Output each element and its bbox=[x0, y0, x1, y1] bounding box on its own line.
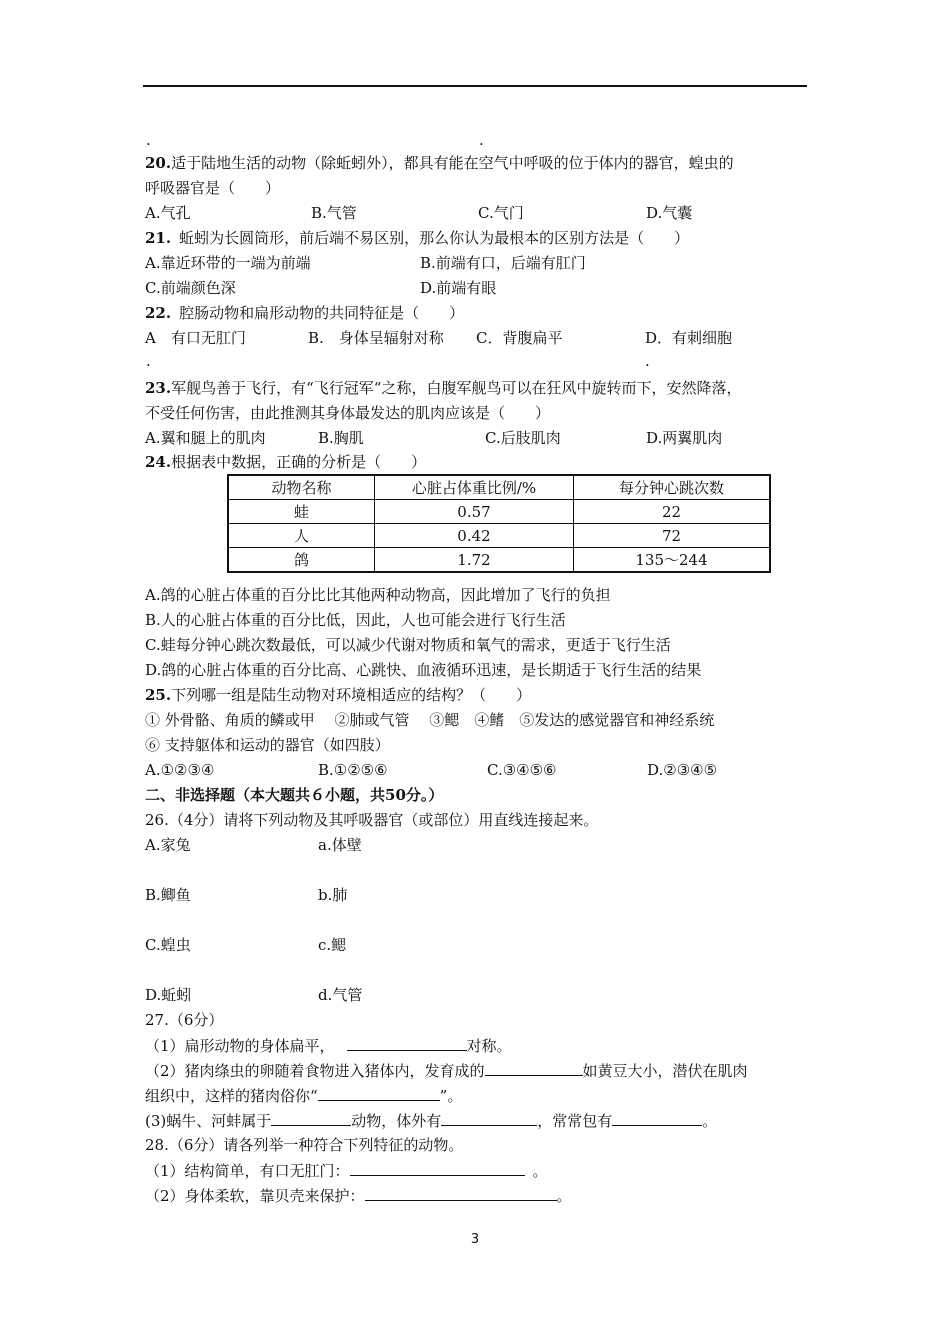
table-row bbox=[228, 500, 770, 524]
question-22 bbox=[145, 303, 464, 323]
question-26: 26.（4分）请将下列动物及其呼吸器官（或部位）用直线连接起来。 bbox=[145, 811, 599, 829]
question-text: 下列哪一组是陆生动物对环境相适应的结构？（ ） bbox=[171, 686, 532, 704]
question-number: 21. bbox=[145, 229, 172, 247]
table-cell: 72 bbox=[574, 524, 771, 548]
option-c: C.蛙每分钟心跳次数最低，可以减少代谢对物质和氧气的需求，更适于飞行生活 bbox=[145, 636, 671, 654]
table-header: 心脏占体重比例/% bbox=[375, 475, 574, 500]
question-text: 蚯蚓为长圆筒形，前后端不易区别，那么你认为最根本的区别方法是（ ） bbox=[179, 229, 690, 247]
question-25-items-2: ⑥ 支持躯体和运动的器官（如四肢） bbox=[145, 736, 390, 754]
question-27-part3 bbox=[145, 1110, 717, 1131]
question-number: 25. bbox=[145, 686, 172, 704]
question-23 bbox=[145, 378, 741, 398]
text-segment: 组织中，这样的猪肉俗你“ bbox=[145, 1087, 318, 1105]
option-b: B.前端有口，后端有肛门 bbox=[420, 254, 586, 272]
table-cell: 1.72 bbox=[375, 548, 574, 573]
table-header-row bbox=[228, 475, 770, 500]
animal-item: C.蝗虫 bbox=[145, 936, 191, 954]
text-segment: (3)蜗牛、河蚌属于 bbox=[145, 1112, 272, 1130]
option-c: C．背腹扁平 bbox=[476, 329, 563, 347]
table-cell: 135～244 bbox=[574, 548, 771, 573]
stray-dot: . bbox=[479, 131, 484, 149]
table-cell: 鸽 bbox=[228, 548, 375, 573]
question-25 bbox=[145, 685, 531, 705]
question-28-part2 bbox=[145, 1185, 572, 1206]
answer-blank[interactable] bbox=[441, 1110, 537, 1126]
option-a: A.鸽的心脏占体重的百分比比其他两种动物高，因此增加了飞行的负担 bbox=[145, 586, 611, 604]
question-text: 根据表中数据，正确的分析是（ ） bbox=[171, 453, 427, 471]
answer-blank[interactable] bbox=[365, 1185, 557, 1201]
question-20-line2: 呼吸器官是（ ） bbox=[145, 179, 281, 197]
organ-item: c.鳃 bbox=[318, 936, 347, 954]
option-b: B.气管 bbox=[311, 204, 357, 222]
answer-blank[interactable] bbox=[318, 1085, 440, 1101]
text-segment: （1）结构简单，有口无肛门： bbox=[145, 1162, 350, 1180]
table-header: 动物名称 bbox=[228, 475, 375, 500]
text-segment: （2）身体柔软，靠贝壳来保护： bbox=[145, 1187, 365, 1205]
answer-blank[interactable] bbox=[612, 1110, 702, 1126]
text-segment: （1）扁形动物的身体扁平， bbox=[145, 1037, 335, 1055]
data-table bbox=[227, 474, 771, 573]
question-number: 24. bbox=[145, 453, 172, 471]
option-b: B. 身体呈辐射对称 bbox=[308, 329, 444, 347]
animal-item: A.家兔 bbox=[145, 836, 191, 854]
question-number: 20. bbox=[145, 154, 172, 172]
option-c: C.前端颜色深 bbox=[145, 279, 236, 297]
table-cell: 0.57 bbox=[375, 500, 574, 524]
organ-item: d.气管 bbox=[318, 986, 363, 1004]
text-segment: 。 bbox=[532, 1162, 548, 1180]
option-c: C.③④⑤⑥ bbox=[487, 761, 557, 779]
question-text: 军舰鸟善于飞行，有“飞行冠军“之称，白腹军舰鸟可以在狂风中旋转而下，安然降落， bbox=[171, 379, 742, 397]
question-number: 22. bbox=[145, 304, 172, 322]
answer-blank[interactable] bbox=[271, 1110, 351, 1126]
answer-blank[interactable] bbox=[485, 1060, 583, 1076]
table-cell: 0.42 bbox=[375, 524, 574, 548]
text-segment: 动物，体外有 bbox=[351, 1112, 442, 1130]
text-segment: （2）猪肉绦虫的卵随着食物进入猪体内，发育成的 bbox=[145, 1062, 485, 1080]
table-cell: 人 bbox=[228, 524, 375, 548]
option-d: D.鸽的心脏占体重的百分比高、心跳快、血液循环迅速，是长期适于飞行生活的结果 bbox=[145, 661, 702, 679]
question-24 bbox=[145, 452, 426, 472]
question-27-part2b bbox=[145, 1085, 462, 1106]
option-a: A.翼和腿上的肌肉 bbox=[145, 429, 266, 447]
option-b: B.胸肌 bbox=[318, 429, 364, 447]
text-segment: 对称。 bbox=[466, 1037, 512, 1055]
section-heading: 二、非选择题（本大题共６小题，共50分。） bbox=[145, 786, 444, 804]
option-d: D.两翼肌肉 bbox=[646, 429, 723, 447]
answer-blank[interactable] bbox=[347, 1035, 467, 1051]
option-a: A.①②③④ bbox=[145, 761, 215, 779]
question-25-items: ① 外骨骼、角质的鳞或甲 ②肺或气管 ③鳃 ④鳍 ⑤发达的感觉器官和神经系统 bbox=[145, 711, 715, 729]
animal-item: D.蚯蚓 bbox=[145, 986, 192, 1004]
organ-item: a.体壁 bbox=[318, 836, 362, 854]
question-23-line2: 不受任何伤害，由此推测其身体最发达的肌肉应该是（ ） bbox=[145, 404, 551, 422]
stray-dot: . bbox=[146, 131, 151, 149]
stray-dot: . bbox=[146, 352, 151, 370]
table-header: 每分钟心跳次数 bbox=[574, 475, 771, 500]
question-27-part1 bbox=[145, 1035, 512, 1056]
text-segment: 如黄豆大小，潜伏在肌肉 bbox=[582, 1062, 748, 1080]
question-text: 腔肠动物和扁形动物的共同特征是（ ） bbox=[179, 304, 465, 322]
option-b: B.人的心脏占体重的百分比低，因此，人也可能会进行飞行生活 bbox=[145, 611, 566, 629]
table-cell: 22 bbox=[574, 500, 771, 524]
option-a: A.气孔 bbox=[145, 204, 191, 222]
question-27-part2 bbox=[145, 1060, 748, 1081]
option-d: D．有刺细胞 bbox=[645, 329, 733, 347]
question-27: 27.（6分） bbox=[145, 1011, 224, 1029]
table-row bbox=[228, 524, 770, 548]
question-number: 23. bbox=[145, 379, 172, 397]
question-28: 28.（6分）请各列举一种符合下列特征的动物。 bbox=[145, 1136, 464, 1154]
table-row bbox=[228, 548, 770, 573]
page-number: 3 bbox=[470, 1232, 480, 1247]
organ-item: b.肺 bbox=[318, 886, 348, 904]
option-c: C.气门 bbox=[478, 204, 524, 222]
answer-blank[interactable] bbox=[350, 1160, 525, 1176]
question-20 bbox=[145, 153, 734, 173]
option-a: A 有口无肛门 bbox=[145, 329, 246, 347]
option-d: D.②③④⑤ bbox=[647, 761, 718, 779]
text-segment: ，常常包有 bbox=[537, 1112, 613, 1130]
option-a: A.靠近环带的一端为前端 bbox=[145, 254, 311, 272]
option-d: D.气囊 bbox=[646, 204, 693, 222]
option-d: D.前端有眼 bbox=[420, 279, 497, 297]
question-28-part1 bbox=[145, 1160, 548, 1181]
question-21 bbox=[145, 228, 689, 248]
stray-dot: . bbox=[645, 352, 650, 370]
question-text: 适于陆地生活的动物（除蚯蚓外），都具有能在空气中呼吸的位于体内的器官，蝗虫的 bbox=[171, 154, 734, 172]
text-segment: 。 bbox=[702, 1112, 718, 1130]
option-c: C.后肢肌肉 bbox=[485, 429, 561, 447]
text-segment: 。 bbox=[556, 1187, 572, 1205]
header-rule bbox=[143, 85, 807, 87]
option-b: B.①②⑤⑥ bbox=[318, 761, 388, 779]
text-segment: ”。 bbox=[439, 1087, 463, 1105]
table-cell: 蛙 bbox=[228, 500, 375, 524]
animal-item: B.鲫鱼 bbox=[145, 886, 191, 904]
